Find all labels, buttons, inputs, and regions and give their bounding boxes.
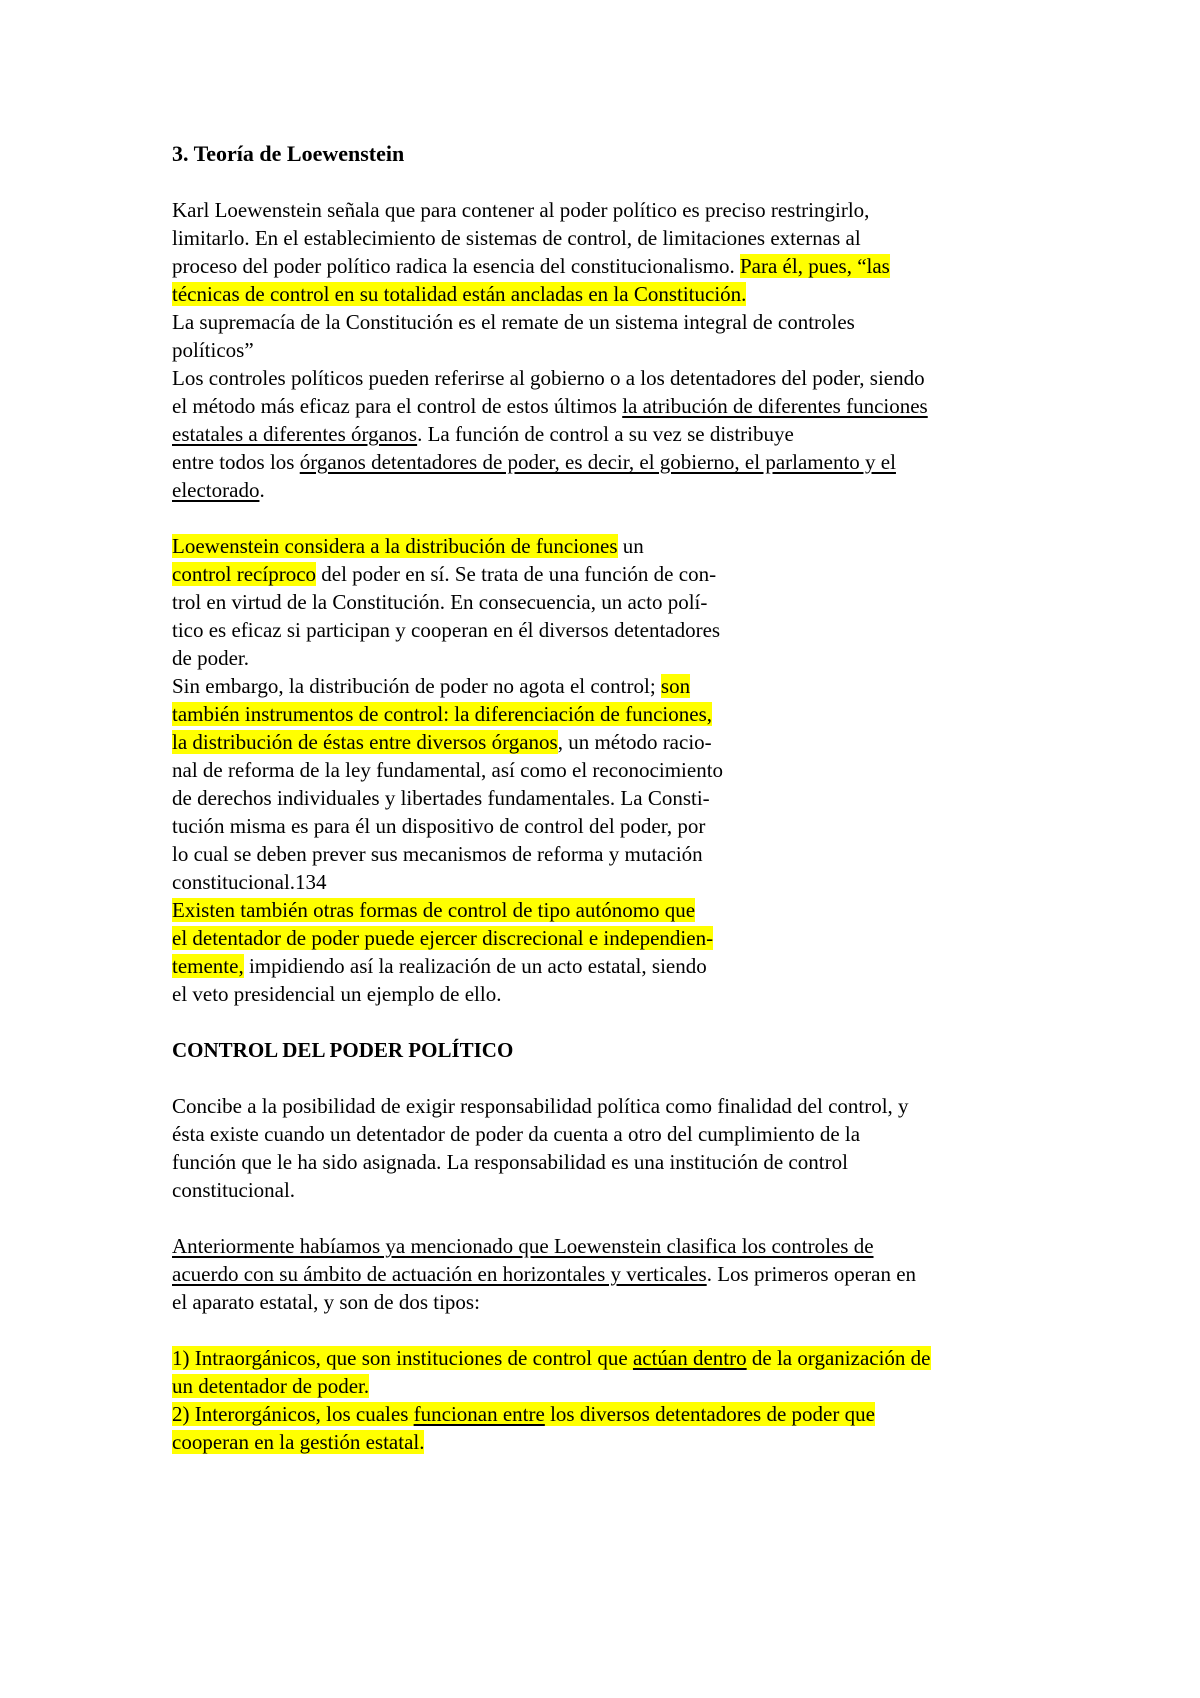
text-line: constitucional.134: [172, 870, 327, 894]
highlighted-text: un detentador de poder.: [172, 1374, 370, 1398]
highlighted-text: Loewenstein considera a la distribución de funciones: [172, 534, 618, 558]
text-line: Concibe a la posibilidad de exigir responsabilidad política como finalidad del control, y: [172, 1094, 909, 1118]
text-line: [172, 448, 1072, 476]
text-line: [172, 280, 1072, 308]
highlighted-text: 1) Intraorgánicos, que son instituciones de control que: [172, 1346, 633, 1370]
underlined-text: acuerdo con su ámbito de actuación en horizontales y verticales: [172, 1262, 707, 1286]
text-line: ésta existe cuando un detentador de poder da cuenta a otro del cumplimiento de la: [172, 1122, 861, 1146]
text-line: [172, 392, 1072, 420]
spacer: [172, 1204, 1072, 1232]
text-line: políticos”: [172, 338, 254, 362]
underlined-text: estatales a diferentes órganos: [172, 422, 418, 446]
underlined-text: Anteriormente habíamos ya mencionado que Loewenstein clasifica los controles de: [172, 1234, 874, 1258]
paragraph-types-list: [172, 1344, 1072, 1456]
text-line: [172, 252, 1072, 280]
text-run: proceso del poder político radica la esencia del constitucionalismo.: [172, 254, 740, 278]
text-run: impidiendo así la realización de un acto estatal, siendo: [243, 954, 707, 978]
text-line: función que le ha sido asignada. La responsabilidad es una institución de control: [172, 1150, 848, 1174]
text-line: [172, 924, 1072, 952]
text-run: el método más eficaz para el control de estos últimos: [172, 394, 623, 418]
list-item-continuation: [172, 1372, 1072, 1400]
text-run: . La función de control a su vez se distribuye: [417, 422, 794, 446]
text-line: [172, 476, 1072, 504]
highlighted-text: Para él, pues, “las: [739, 254, 890, 278]
text-line: Karl Loewenstein señala que para contener al poder político es preciso restringirlo,: [172, 198, 870, 222]
text-line: [172, 700, 1072, 728]
text-line: trol en virtud de la Constitución. En consecuencia, un acto polí-: [172, 590, 708, 614]
highlighted-underlined-text: actúan dentro: [632, 1346, 747, 1370]
text-line: [172, 532, 1072, 560]
text-line: tución misma es para él un dispositivo de control del poder, por: [172, 814, 706, 838]
paragraph-distribution: [172, 532, 1072, 1008]
text-line: tico es eficaz si participan y cooperan en él diversos detentadores: [172, 618, 721, 642]
underlined-text: órganos detentadores de poder, es decir, el gobierno, el parlamento y el: [299, 450, 896, 474]
underlined-text: la atribución de diferentes funciones: [622, 394, 928, 418]
highlighted-text: técnicas de control en su totalidad están ancladas en la Constitución.: [172, 282, 747, 306]
highlighted-text: la distribución de éstas entre diversos órganos: [172, 730, 558, 754]
highlighted-text: también instrumentos de control: la diferenciación de funciones,: [172, 702, 712, 726]
paragraph-responsibility: [172, 1092, 1072, 1204]
spacer: [172, 1316, 1072, 1344]
text-line: La supremacía de la Constitución es el remate de un sistema integral de controles: [172, 310, 855, 334]
text-line: [172, 952, 1072, 980]
highlighted-text: Existen también otras formas de control de tipo autónomo que: [172, 898, 696, 922]
spacer: [172, 504, 1072, 532]
text-line: el aparato estatal, y son de dos tipos:: [172, 1290, 480, 1314]
text-line: de derechos individuales y libertades fundamentales. La Consti-: [172, 786, 710, 810]
text-line: [172, 672, 1072, 700]
highlighted-underlined-text: funcionan entre: [413, 1402, 545, 1426]
list-item: [172, 1400, 1072, 1428]
text-line: [172, 420, 1072, 448]
text-line: constitucional.: [172, 1178, 296, 1202]
text-line: el veto presidencial un ejemplo de ello.: [172, 982, 502, 1006]
highlighted-text: control recíproco: [172, 562, 317, 586]
highlighted-text: el detentador de poder puede ejercer discrecional e independien-: [172, 926, 714, 950]
highlighted-text: son: [660, 674, 691, 698]
text-run: , un método racio-: [557, 730, 712, 754]
text-run: del poder en sí. Se trata de una función de con-: [316, 562, 717, 586]
highlighted-text: temente,: [172, 954, 244, 978]
text-line: Los controles políticos pueden referirse al gobierno o a los detentadores del poder, siendo: [172, 366, 925, 390]
text-line: lo cual se deben prever sus mecanismos de reforma y mutación: [172, 842, 703, 866]
text-line: [172, 728, 1072, 756]
list-item-continuation: [172, 1428, 1072, 1456]
spacer: [172, 1008, 1072, 1036]
text-run: .: [259, 478, 265, 502]
highlighted-text: 2) Interorgánicos, los cuales: [172, 1402, 414, 1426]
text-line: [172, 560, 1072, 588]
document-page: [172, 140, 1072, 1456]
section-heading: 3. Teoría de Loewenstein: [172, 141, 405, 166]
highlighted-text: de la organización de: [746, 1346, 931, 1370]
text-line: nal de reforma de la ley fundamental, así como el reconocimiento: [172, 758, 724, 782]
subheading: CONTROL DEL PODER POLÍTICO: [172, 1038, 514, 1062]
text-run: Sin embargo, la distribución de poder no agota el control;: [172, 674, 661, 698]
paragraph-intro: [172, 196, 1072, 504]
highlighted-text: los diversos detentadores de poder que: [544, 1402, 875, 1426]
text-line: [172, 896, 1072, 924]
spacer: [172, 168, 1072, 196]
underlined-text: electorado: [172, 478, 260, 502]
text-run: un: [617, 534, 644, 558]
text-run: . Los primeros operan en: [706, 1262, 917, 1286]
paragraph-classification: [172, 1232, 1072, 1316]
text-line: [172, 1260, 1072, 1288]
text-line: [172, 1232, 1072, 1260]
list-item: [172, 1344, 1072, 1372]
text-line: de poder.: [172, 646, 249, 670]
spacer: [172, 1064, 1072, 1092]
highlighted-text: cooperan en la gestión estatal.: [172, 1430, 425, 1454]
text-run: entre todos los: [172, 450, 300, 474]
text-line: limitarlo. En el establecimiento de sistemas de control, de limitaciones externas al: [172, 226, 861, 250]
